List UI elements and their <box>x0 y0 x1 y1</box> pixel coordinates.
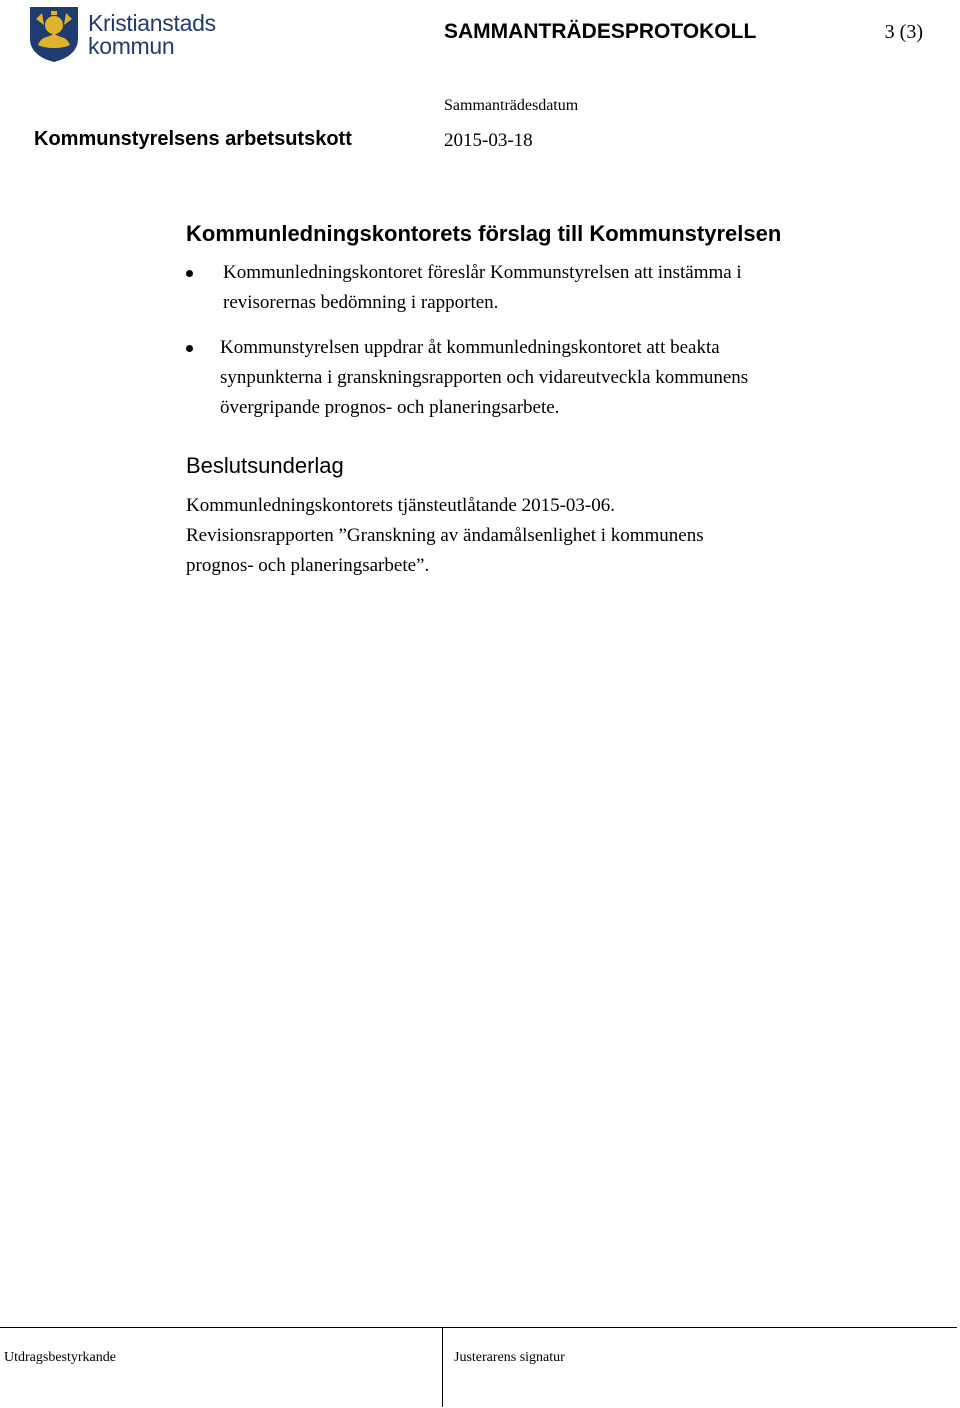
meeting-date-label: Sammanträdesdatum <box>444 97 579 114</box>
kristianstads-kommun-logo <box>28 5 218 65</box>
logo-text-line1: Kristianstads <box>88 10 216 36</box>
list-item <box>186 333 886 423</box>
logo-text-line2: kommun <box>88 33 175 59</box>
footer-divider-line <box>0 1327 957 1328</box>
extract-certification-label: Utdragsbestyrkande <box>4 1350 116 1365</box>
adjuster-signature-label: Justerarens signatur <box>454 1350 565 1365</box>
meeting-date-value: 2015-03-18 <box>444 130 533 151</box>
text-line: revisorernas bedömning i rapporten. <box>223 292 499 313</box>
bullet-icon <box>186 345 193 352</box>
committee-name: Kommunstyrelsens arbetsutskott <box>34 128 352 150</box>
coat-of-arms-icon <box>28 5 80 63</box>
text-line: prognos- och planeringsarbete”. <box>186 555 430 576</box>
list-item-text <box>220 333 748 423</box>
footer-vertical-divider <box>442 1327 443 1407</box>
decision-basis-heading: Beslutsunderlag <box>186 453 344 478</box>
proposal-heading: Kommunledningskontorets förslag till Kommunstyrelsen <box>186 221 782 246</box>
text-line: Kommunledningskontoret föreslår Kommunstyrelsen att instämma i <box>223 262 742 283</box>
text-line: Revisionsrapporten ”Granskning av ändamålsenlighet i kommunens <box>186 525 704 546</box>
list-item <box>186 258 886 318</box>
page-number: 3 (3) <box>884 21 923 43</box>
document-type: SAMMANTRÄDESPROTOKOLL <box>444 20 757 43</box>
text-line: synpunkterna i granskningsrapporten och vidareutveckla kommunens <box>220 367 749 388</box>
decision-basis-text <box>186 491 704 581</box>
text-line: övergripande prognos- och planeringsarbete. <box>220 397 560 418</box>
bullet-icon <box>186 270 193 277</box>
text-line: Kommunstyrelsen uppdrar åt kommunledningskontoret att beakta <box>220 337 720 358</box>
list-item-text <box>223 258 742 318</box>
text-line: Kommunledningskontorets tjänsteutlåtande 2015-03-06. <box>186 495 616 516</box>
